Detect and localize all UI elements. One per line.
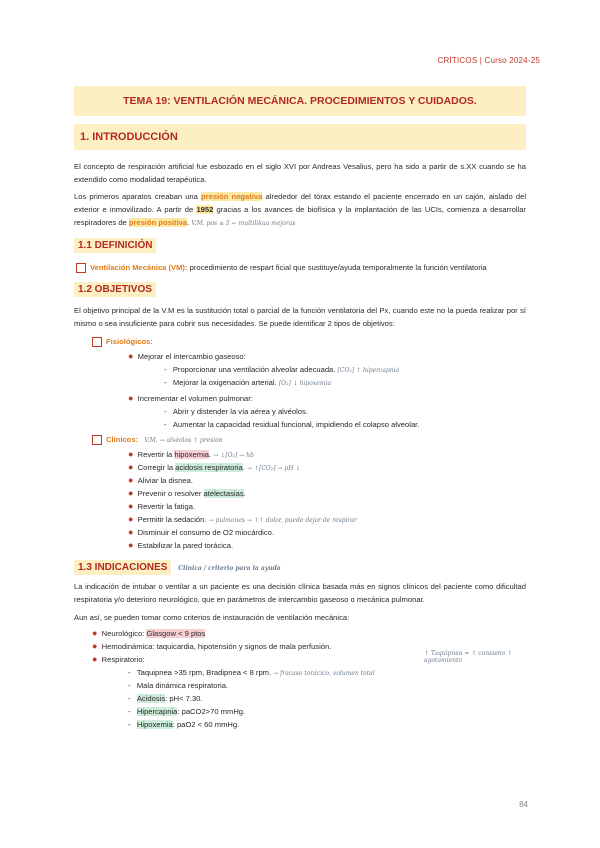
checkbox-icon (92, 337, 102, 347)
resp-item: - Acidosis: pH< 7.30. (128, 694, 203, 703)
criterio-hemo: ● Hemodinámica: taquicardia, hipotensión y signos de mala perfusión. (92, 641, 332, 651)
handwritten-note: V.M. pos ≥ 5 ← multilikua mejoras (191, 220, 296, 227)
fisio-item: ● Mejorar el intercambio gaseoso: (128, 351, 246, 361)
criterio-resp: ● Respiratorio: (92, 654, 145, 664)
subsection-objetivos: 1.2 OBJETIVOS (74, 282, 160, 297)
subsection-definicion: 1.1 DEFINICIÓN (74, 238, 160, 253)
resp-item: - Taquipnea >35 rpm, Bradipnea < 8 rpm. → fracaso torácico, volumen total (128, 668, 375, 677)
checkbox-icon (92, 435, 102, 445)
page-title: TEMA 19: VENTILACIÓN MECÁNICA. PROCEDIMIENTOS Y CUIDADOS. (123, 95, 477, 107)
handwritten-note: ↑ Taquipnea = ↑ consumo ↑ agotamiento (424, 650, 513, 664)
resp-item: - Hipercapnia: paCO2>70 mmHg. (128, 707, 246, 716)
clinico-item: ● Aliviar la disnea. (128, 475, 193, 485)
fisio-subitem: - Abrir y distender la vía aérea y alvéolos. (164, 407, 308, 416)
clinico-item: ● Revertir la fatiga. (128, 501, 196, 511)
criterio-neuro: ● Neurológico: Glasgow < 9 ptos (92, 628, 206, 638)
clinico-item: ● Prevenir o resolver atelectasias. (128, 488, 246, 498)
fisio-subitem: - Mejorar la oxigenación arterial. [O₂] ↓ hipoxemia (164, 378, 332, 387)
subsection-indicaciones: 1.3 INDICACIONES Clínica / criterio para la ayuda (74, 560, 281, 575)
intro-paragraph-1: El concepto de respiración artificial fue esbozado en el siglo XVI por Andreas Vesalius, pero ha sido a partir de s.XX cuando se ha extendido como modalidad terapéutica. (74, 162, 526, 184)
course-header: CRÍTICOS | Curso 2024-25 (437, 56, 540, 65)
indicaciones-paragraph-2: Aun así, se pueden tomar como criterios de instauración de ventilación mecánica: (74, 613, 350, 622)
fisio-item: ● Incrementar el volumen pulmonar: (128, 393, 253, 403)
fisio-subitem: - Proporcionar una ventilación alveolar adecuada. [CO₂] ↑ hipercapnia (164, 365, 400, 374)
clinico-item: ● Revertir la hipoxemia. → ↓[O₂] → hb (128, 449, 254, 459)
highlight-year: 1952 (196, 205, 214, 214)
resp-item: - Hipoxemia: paO2 < 60 mmHg. (128, 720, 240, 729)
fisiologicos-heading: Fisiológicos: (92, 336, 153, 347)
clinico-item: ● Corregir la acidosis respiratoria. → ↑[CO₂] → pH ↓ (128, 462, 301, 472)
clinico-item: ● Disminuir el consumo de O2 miocárdico. (128, 527, 274, 537)
resp-item: - Mala dinámica respiratoria. (128, 681, 229, 690)
section-heading: 1. INTRODUCCIÓN (80, 131, 178, 143)
intro-paragraph-2: Los primeros aparatos creaban una presión negativa alrededor del tórax estando el paciente encerrado en un cajón, aislado del exterior e inmovilizado. A partir de 1952 gracias a los avances de biofísica y la implantación de las UCIs, comienza a desarrollar respiradores de presión positiva. V.M. pos ≥ 5 ← multilikua mejoras (74, 192, 526, 227)
definition-line: Ventilación Mecánica (VM): procedimiento de respart ficial que sustituye/ayuda temporalmente la función ventilatoria (76, 262, 526, 273)
clinico-item: ● Estabilizar la pared torácica. (128, 540, 234, 550)
page-number: 84 (519, 800, 528, 809)
clinicos-heading: Clínicos: V.M. → alvéolos ↑ presión (92, 434, 223, 446)
checkbox-icon (76, 263, 86, 273)
highlight-negative-pressure: presión negativa (201, 192, 263, 201)
highlight-positive-pressure: presión positiva (128, 218, 188, 227)
fisio-subitem: - Aumentar la capacidad residual funcional, impidiendo el colapso alveolar. (164, 420, 420, 429)
clinico-item: ● Permitir la sedación. → pulmones → ↑↑ dolor, puede dejar de respirar (128, 514, 357, 524)
indicaciones-paragraph: La indicación de intubar o ventilar a un paciente es una decisión clínica basada más en signos clínicos del paciente como dificultad respiratoria y/o deterioro neurológico, que en parámetros de intercambio gaseoso o mecánica pulmonar. (74, 582, 526, 604)
objetivos-paragraph: El objetivo principal de la V.M es la sustitución total o parcial de la función ventilatoria del Px, cuando este no la pueda realizar por sí mismo o sea insuficiente para cubrir sus necesidades. Se puede identificar 2 tipos de objetivos: (74, 306, 526, 328)
